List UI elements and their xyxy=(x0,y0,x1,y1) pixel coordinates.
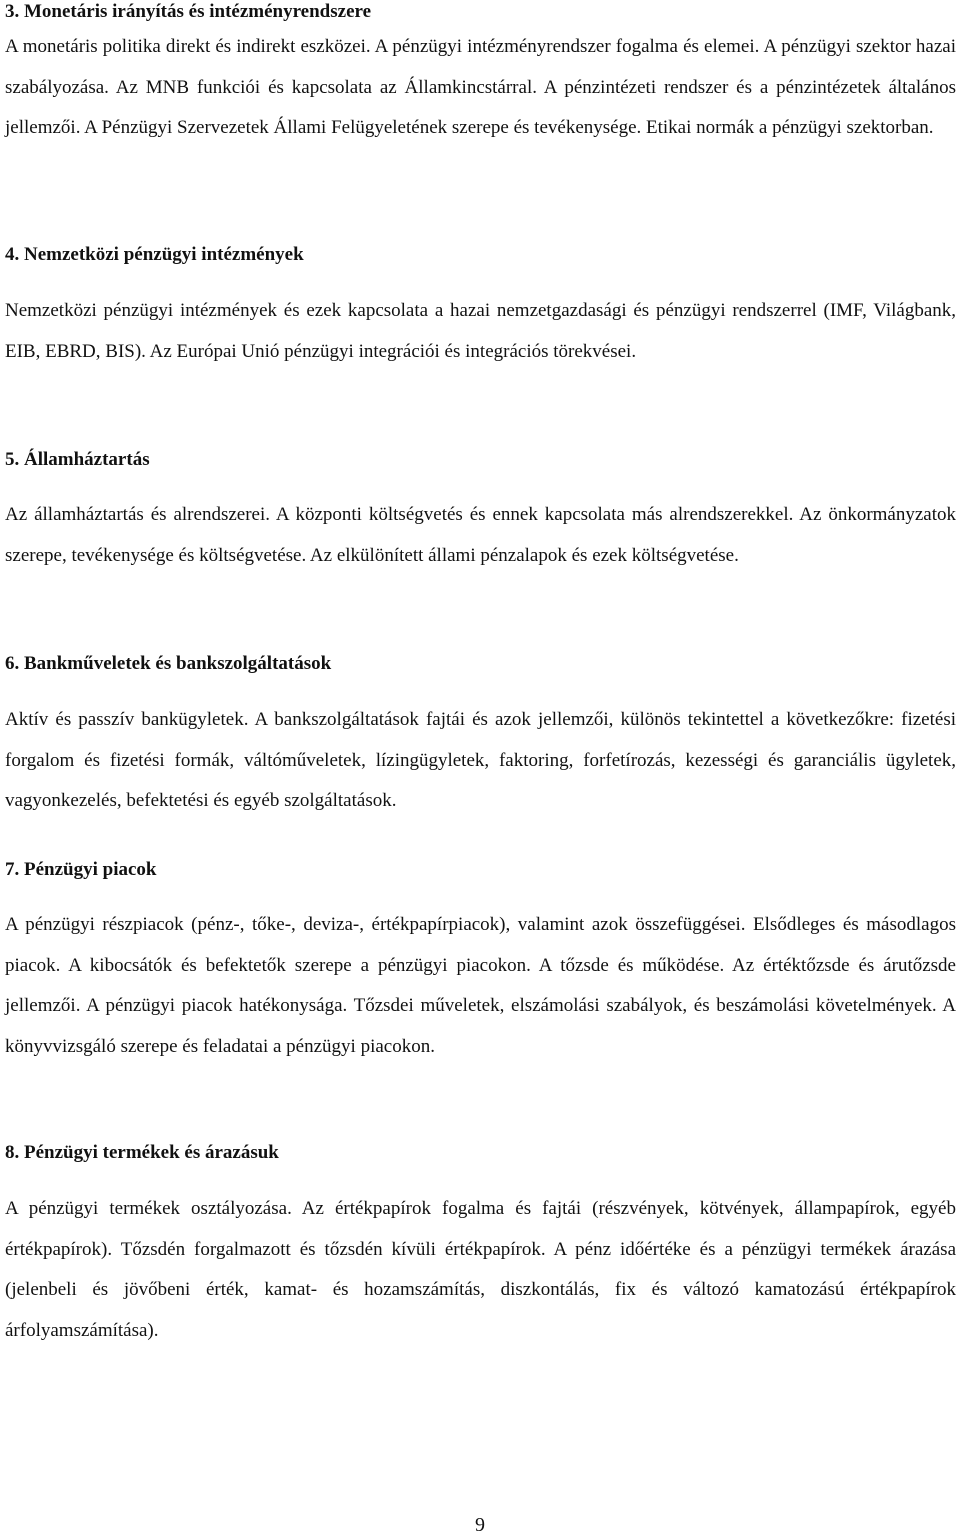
section-body: Aktív és passzív bankügyletek. A bankszolgáltatások fajtái és azok jellemzői, különös tekintettel a következőkre: fizetési forgalom és fizetési formák, váltóműveletek, lízingügyletek, faktoring, forfetírozás, kezességi és garanciális ügyletek, vagyonkezelés, befektetési és egyéb szolgáltatások. xyxy=(5,709,956,812)
section-heading: 8. Pénzügyi termékek és árazásuk xyxy=(5,1142,279,1163)
section-heading: 4. Nemzetközi pénzügyi intézmények xyxy=(5,244,304,265)
section-body: A pénzügyi termékek osztályozása. Az értékpapírok fogalma és fajtái (részvények, kötvények, állampapírok, egyéb értékpapírok). Tőzsdén forgalmazott és tőzsdén kívüli értékpapírok. A pénz időértéke és a pénzügyi termékek árazása (jelenbeli és jövőbeni érték, kamat- és hozamszámítás, diszkontálás, fix és változó kamatozású értékpapírok árfolyamszámítása). xyxy=(5,1198,956,1341)
section-body: Az államháztartás és alrendszerei. A központi költségvetés és ennek kapcsolata más alrendszerekkel. Az önkormányzatok szerepe, tevékenysége és költségvetése. Az elkülönített állami pénzalapok és ezek költségvetése. xyxy=(5,504,956,566)
page-number: 9 xyxy=(475,1514,485,1536)
section-heading: 6. Bankműveletek és bankszolgáltatások xyxy=(5,653,332,674)
section-body: Nemzetközi pénzügyi intézmények és ezek kapcsolata a hazai nemzetgazdasági és pénzügyi rendszerrel (IMF, Világbank, EIB, EBRD, BIS). Az Európai Unió pénzügyi integrációi és integrációs törekvései. xyxy=(5,300,956,362)
section-heading: 5. Államháztartás xyxy=(5,449,150,470)
section-heading: 7. Pénzügyi piacok xyxy=(5,859,157,880)
section-heading: 3. Monetáris irányítás és intézményrendszere xyxy=(5,1,372,22)
section-body: A monetáris politika direkt és indirekt eszközei. A pénzügyi intézményrendszer fogalma és elemei. A pénzügyi szektor hazai szabályozása. Az MNB funkciói és kapcsolata az Államkincstárral. A pénzintézeti rendszer és a pénzintézetek általános jellemzői. A Pénzügyi Szervezetek Állami Felügyeletének szerepe és tevékenysége. Etikai normák a pénzügyi szektorban. xyxy=(5,36,956,139)
section-body: A pénzügyi részpiacok (pénz-, tőke-, deviza-, értékpapírpiacok), valamint azok összefüggései. Elsődleges és másodlagos piacok. A kibocsátók és befektetők szerepe a pénzügyi piacokon. A tőzsde és működése. Az értéktőzsde és árutőzsde jellemzői. A pénzügyi piacok hatékonysága. Tőzsdei műveletek, elszámolási szabályok, és beszámolási követelmények. A könyvvizsgáló szerepe és feladatai a pénzügyi piacokon. xyxy=(5,914,956,1057)
